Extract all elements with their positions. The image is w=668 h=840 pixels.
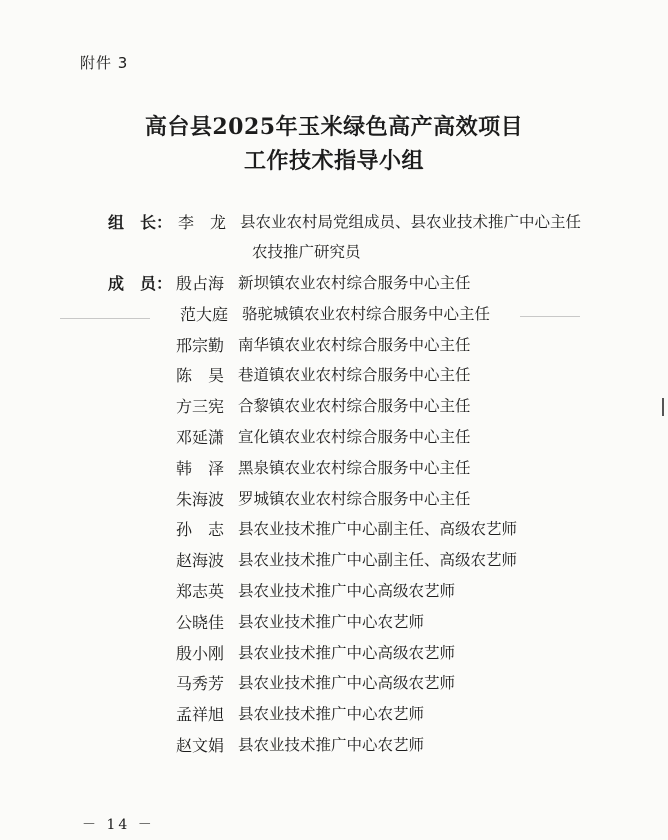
leader-role-line2: 农技推广研究员 bbox=[252, 243, 361, 261]
member-role: 骆驼城镇农业农村综合服务中心主任 bbox=[242, 304, 491, 323]
member-role: 合黎镇农业农村综合服务中心主任 bbox=[238, 397, 471, 416]
member-name: 殷小刚 bbox=[176, 643, 225, 663]
member-role: 南华镇农业农村综合服务中心主任 bbox=[238, 335, 471, 354]
member-name: 马秀芳 bbox=[176, 674, 225, 694]
member-role: 黑泉镇农业农村综合服务中心主任 bbox=[238, 458, 471, 477]
member-name: 郑志英 bbox=[176, 582, 225, 601]
member-role: 宣化镇农业农村综合服务中心主任 bbox=[238, 428, 471, 446]
document-title-line1: 高台县2025年玉米绿色高产高效项目 bbox=[144, 114, 524, 140]
member-name: 韩 泽 bbox=[176, 458, 225, 478]
scan-speck bbox=[520, 316, 580, 317]
document-title-line2: 工作技术指导小组 bbox=[243, 148, 424, 174]
attachment-label: 附件 3 bbox=[80, 54, 129, 72]
member-role: 县农业技术推广中心副主任、高级农艺师 bbox=[238, 520, 518, 539]
member-role: 县农业技术推广中心农艺师 bbox=[238, 612, 425, 631]
members-label: 成 员： bbox=[108, 274, 173, 293]
member-name: 方三宪 bbox=[176, 397, 225, 417]
leader-name: 李 龙 bbox=[178, 213, 227, 232]
member-name: 孙 志 bbox=[176, 520, 225, 540]
member-role: 县农业技术推广中心农艺师 bbox=[238, 705, 425, 724]
leader-label: 组 长： bbox=[108, 213, 173, 232]
member-role: 巷道镇农业农村综合服务中心主任 bbox=[238, 366, 471, 385]
page-number: － 14 － bbox=[82, 817, 155, 833]
member-name: 范大庭 bbox=[180, 304, 229, 324]
member-name: 赵海波 bbox=[176, 551, 225, 571]
scan-mark bbox=[662, 398, 664, 416]
member-role: 县农业技术推广中心副主任、高级农艺师 bbox=[238, 551, 518, 570]
member-role: 县农业技术推广中心高级农艺师 bbox=[238, 643, 456, 662]
member-name: 邢宗勤 bbox=[176, 335, 225, 355]
member-role: 县农业技术推广中心高级农艺师 bbox=[238, 674, 456, 693]
member-role: 县农业技术推广中心高级农艺师 bbox=[238, 582, 456, 600]
member-name: 邓延潇 bbox=[176, 428, 225, 447]
scan-speck bbox=[60, 318, 150, 319]
member-role: 县农业技术推广中心农艺师 bbox=[238, 736, 425, 754]
member-name: 朱海波 bbox=[176, 489, 225, 509]
member-role: 罗城镇农业农村综合服务中心主任 bbox=[238, 489, 471, 508]
leader-role-line1: 县农业农村局党组成员、县农业技术推广中心主任 bbox=[240, 213, 582, 231]
member-name: 孟祥旭 bbox=[176, 705, 225, 725]
member-role: 新坝镇农业农村综合服务中心主任 bbox=[238, 274, 471, 292]
member-name: 殷占海 bbox=[176, 274, 225, 293]
member-name: 公晓佳 bbox=[176, 612, 225, 632]
member-name: 陈 昊 bbox=[176, 366, 225, 386]
member-name: 赵文娟 bbox=[176, 736, 225, 755]
